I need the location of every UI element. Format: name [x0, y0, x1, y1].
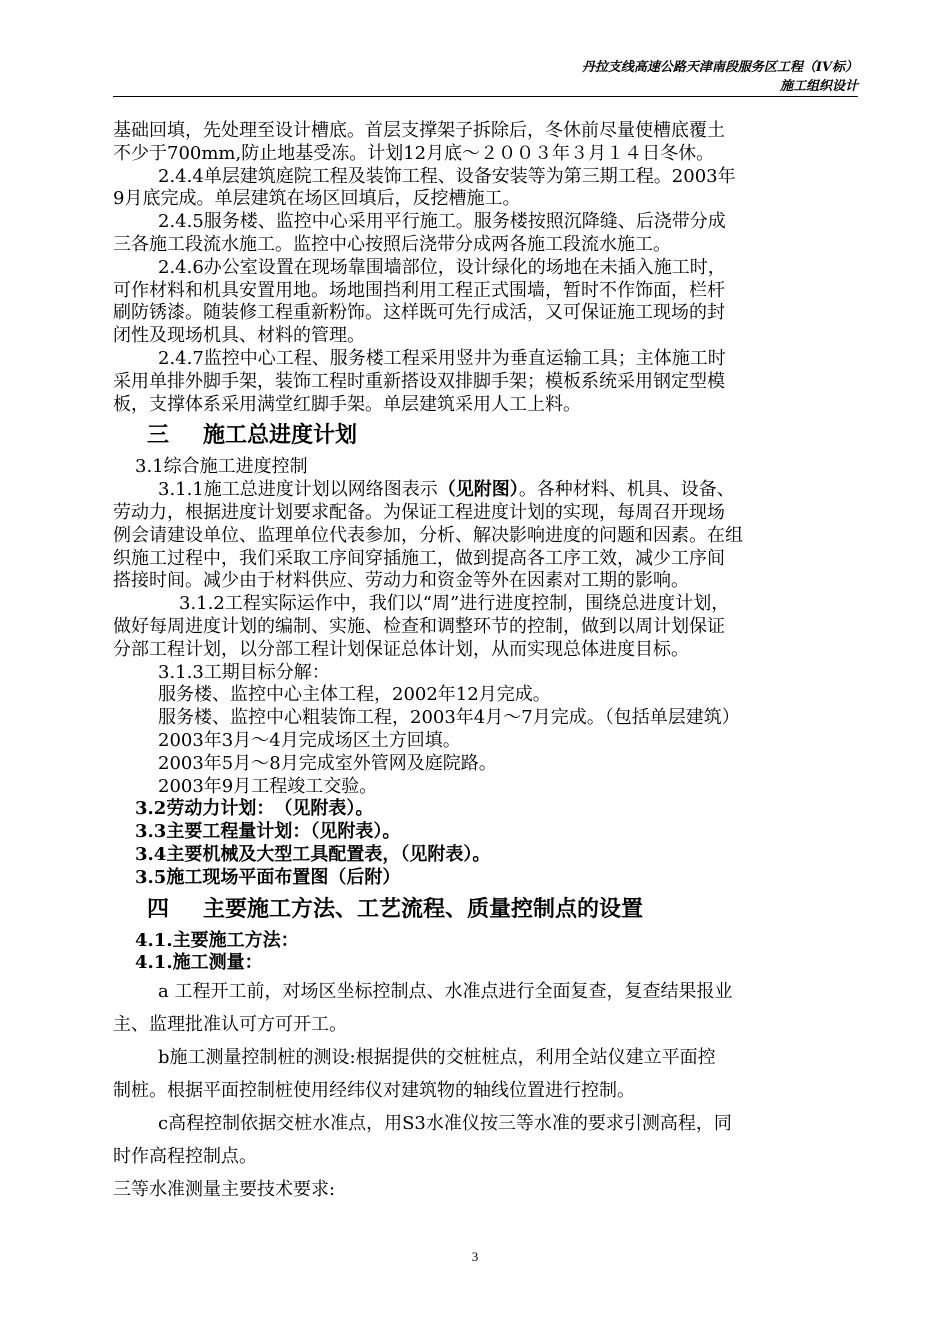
text-line: 闭性及现场机具、材料的管理。: [113, 325, 365, 347]
text-line: 分部工程计划，以分部工程计划保证总体计划，从而实现总体进度目标。: [113, 638, 689, 660]
plan-item: 3.4主要机械及大型工具配置表，（见附表）。: [135, 843, 491, 865]
text-line: 织施工过程中，我们采取工序间穿插施工，做到提高各工序工效，减少工序间: [113, 547, 725, 569]
goal-item: 服务楼、监控中心粗装饰工程，2003年4月～7月完成。（包括单层建筑）: [158, 707, 740, 729]
plan-item: 3.2劳动力计划： （见附表）。: [135, 798, 374, 820]
subsection-heading: 4.1.施工测量：: [135, 952, 263, 974]
subsection-heading: 3.1综合施工进度控制: [135, 456, 308, 478]
text-line: 可作材料和机具安置用地。场地围挡利用工程正式围墙，暂时不作饰面，栏杆: [113, 279, 725, 301]
header-doc-title: 施工组织设计: [779, 79, 858, 94]
text-run: 。各种材料、机具、设备、: [518, 479, 735, 501]
header-project-title: 丹拉支线高速公路天津南段服务区工程（IV标）: [581, 60, 858, 75]
plan-item: 3.3主要工程量计划：（见附表）。: [135, 821, 401, 843]
goal-item: 2003年3月～4月完成场区土方回填。: [158, 729, 461, 751]
page-number: 3: [471, 1249, 479, 1264]
text-line: 主、监理批准认可方可开工。: [113, 1014, 347, 1036]
text-line: 基础回填，先处理至设计槽底。首层支撑架子拆除后，冬休前尽量使槽底覆土: [113, 120, 725, 141]
text-line: 不少于700mm,防止地基受冻。计划12月底～２００３年３月１４日冬休。: [113, 142, 715, 164]
section-number: 四: [147, 896, 170, 922]
text-line: 采用单排外脚手架，装饰工程时重新搭设双排脚手架；模板系统采用钢定型模: [113, 370, 725, 392]
text-line: 2.4.5服务楼、监控中心采用平行施工。服务楼按照沉降缝、后浇带分成: [158, 211, 726, 233]
section-heading-3: [113, 416, 865, 456]
section-heading-4: [113, 890, 865, 930]
text-run-bold: （见附图）: [437, 479, 519, 501]
text-line: 劳动力，根据进度计划要求配备。为保证工程进度计划的实现，每周召开现场: [113, 501, 725, 523]
text-line: b施工测量控制桩的测设:根据提供的交桩桩点，利用全站仪建立平面控: [158, 1047, 716, 1069]
header-divider: [113, 96, 858, 97]
page-header: [582, 58, 858, 96]
section-number: 三: [147, 423, 170, 449]
goal-item: 2003年5月～8月完成室外管网及庭院路。: [158, 752, 497, 774]
text-line: [113, 479, 865, 502]
text-line: 3.1.3工期目标分解：: [158, 661, 330, 683]
text-line: 三各施工段流水施工。监控中心按照后浇带分成两各施工段流水施工。: [113, 233, 671, 255]
text-line: 例会请建设单位、监理单位代表参加，分析、解决影响进度的问题和因素。在组: [113, 524, 743, 546]
text-line: 9月底完成。单层建筑在场区回填后，反挖槽施工。: [113, 188, 521, 210]
text-line: 三等水准测量主要技术要求:: [113, 1179, 336, 1201]
text-line: 板，支撑体系采用满堂红脚手架。单层建筑采用人工上料。: [113, 393, 581, 415]
text-run: 3.1.1施工总进度计划以网络图表示: [158, 479, 438, 501]
text-line: 时作高程控制点。: [113, 1146, 257, 1168]
text-line: 做好每周进度计划的编制、实施、检查和调整环节的控制，做到以周计划保证: [113, 615, 725, 637]
goal-item: 2003年9月工程竣工交验。: [158, 775, 378, 797]
plan-item: 3.5施工现场平面布置图（后附）: [135, 866, 401, 888]
text-line: a 工程开工前，对场区坐标控制点、水准点进行全面复查，复查结果报业: [158, 981, 733, 1003]
subsection-heading: 4.1.主要施工方法：: [135, 929, 299, 951]
text-line: 3.1.2工程实际运作中，我们以“周”进行进度控制，围绕总进度计划，: [179, 593, 730, 615]
document-body: [113, 120, 865, 1206]
goal-item: 服务楼、监控中心主体工程，2002年12月完成。: [158, 684, 551, 706]
text-line: 2.4.4单层建筑庭院工程及装饰工程、设备安装等为第三期工程。2003年: [158, 165, 736, 187]
text-line: 刷防锈漆。随装修工程重新粉饰。这样既可先行成活，又可保证施工现场的封: [113, 302, 725, 324]
text-line: 2.4.7监控中心工程、服务楼工程采用竖井为垂直运输工具；主体施工时: [158, 347, 726, 369]
text-line: 制桩。根据平面控制桩使用经纬仪对建筑物的轴线位置进行控制。: [113, 1080, 635, 1102]
text-line: 2.4.6办公室设置在现场靠围墙部位，设计绿化的场地在未插入施工时，: [158, 256, 726, 278]
section-title: 施工总进度计划: [203, 423, 358, 449]
section-title: 主要施工方法、工艺流程、质量控制点的设置: [203, 896, 644, 922]
text-line: 搭接时间。减少由于材料供应、劳动力和资金等外在因素对工期的影响。: [113, 570, 689, 592]
text-line: c高程控制依据交桩水准点，用S3水准仪按三等水准的要求引测高程，同: [158, 1113, 732, 1135]
